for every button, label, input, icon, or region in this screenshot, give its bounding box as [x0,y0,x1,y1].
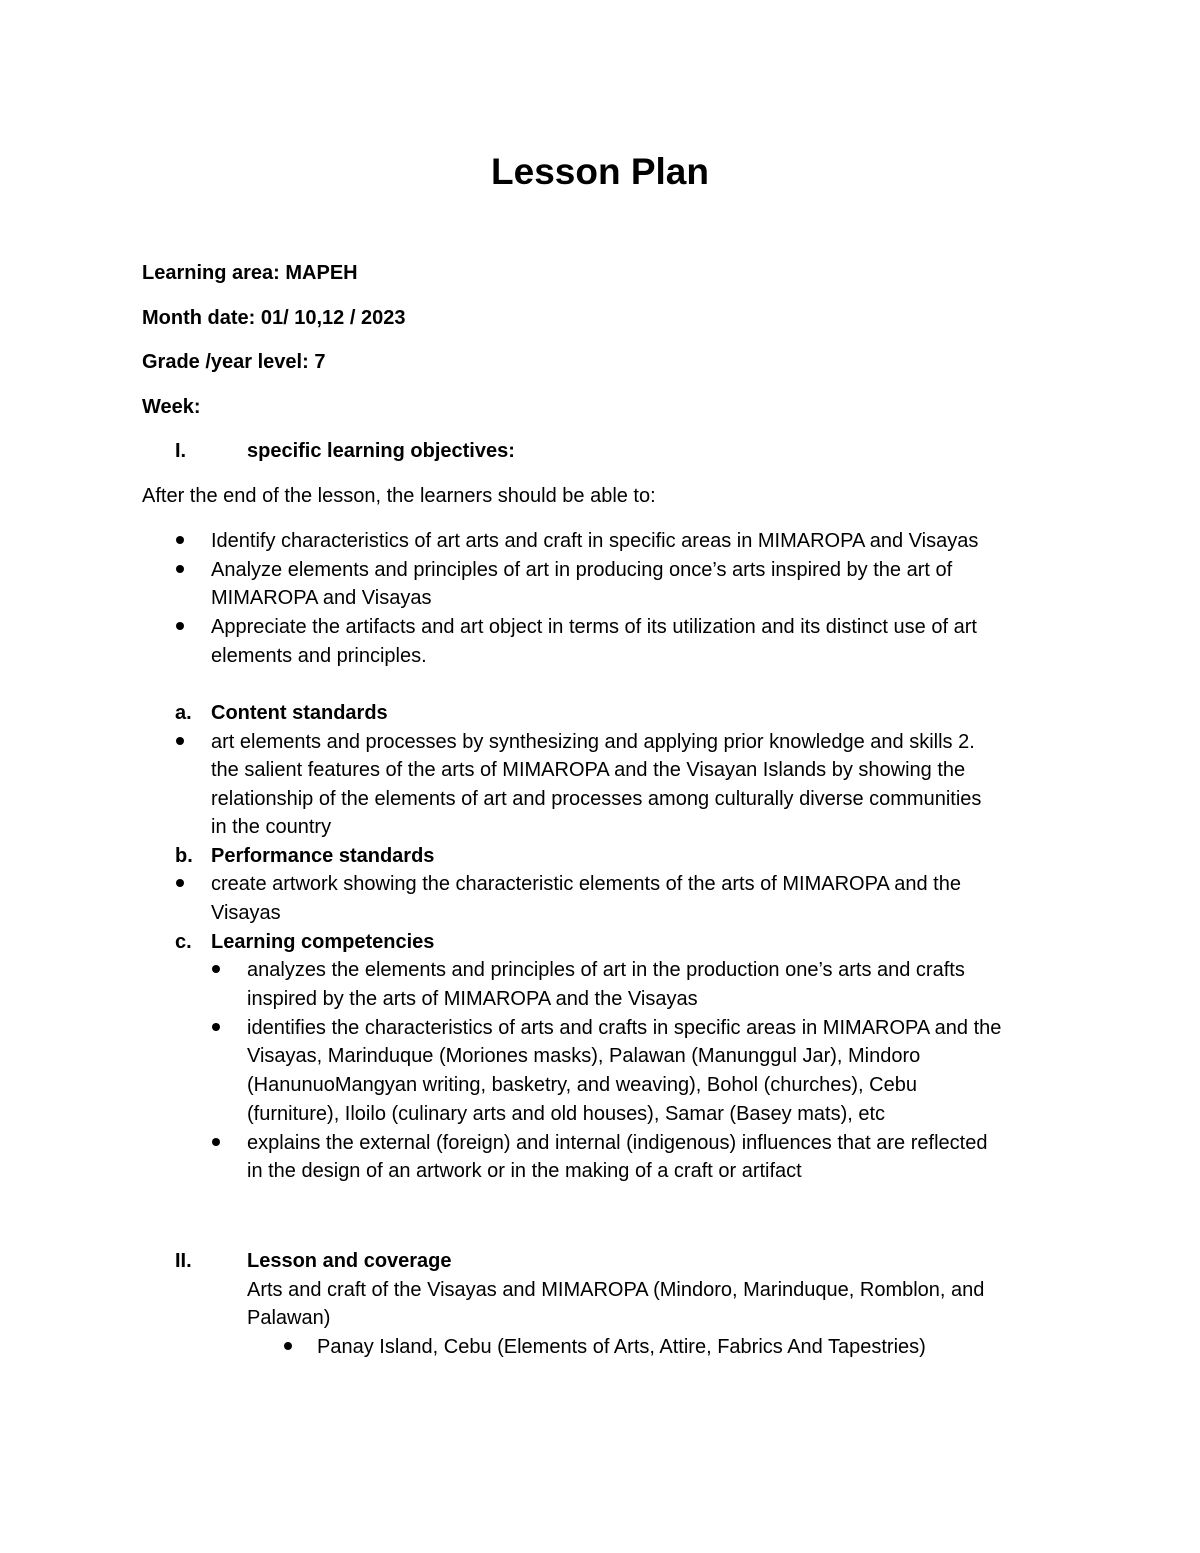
learning-area: Learning area: MAPEH [142,262,358,284]
learning-competencies-marker: c. [175,931,192,953]
objective-2: Analyze elements and principles of art in producing once’s arts inspired by the art of [211,559,953,581]
bullet-icon [284,1342,292,1350]
section-1-numeral: I. [175,440,187,462]
competency-2-cont-2: (HanunuoMangyan writing, basketry, and weaving), Bohol (churches), Cebu [247,1074,917,1096]
performance-standards-marker: b. [175,845,193,867]
bullet-icon [176,622,184,630]
competency-1: analyzes the elements and principles of art in the production one’s arts and crafts [247,959,965,981]
bullet-icon [176,536,184,544]
content-standard-line-2: the salient features of the arts of MIMAROPA and the Visayan Islands by showing the [211,759,966,781]
objective-3-cont: elements and principles. [211,645,427,667]
content-standard-line-3: relationship of the elements of art and processes among culturally diverse communities [211,788,982,810]
bullet-icon [212,1138,220,1146]
competency-2-cont-1: Visayas, Marinduque (Moriones masks), Palawan (Manunggul Jar), Mindoro [247,1045,921,1067]
content-standard-line-1: art elements and processes by synthesizing and applying prior knowledge and skills 2. [211,731,975,753]
learning-competencies-heading: Learning competencies [211,931,435,953]
bullet-icon [176,737,184,745]
objectives-intro: After the end of the lesson, the learners should be able to: [142,485,656,507]
coverage-line-2: Palawan) [247,1307,331,1329]
bullet-icon [212,1023,220,1031]
content-standards-heading: Content standards [211,702,388,724]
objective-2-cont: MIMAROPA and Visayas [211,587,432,609]
objective-1: Identify characteristics of art arts and craft in specific areas in MIMAROPA and Visayas [211,530,979,552]
section-1-heading: specific learning objectives: [247,440,515,462]
performance-standards-heading: Performance standards [211,845,435,867]
performance-standard-line-1: create artwork showing the characteristic elements of the arts of MIMAROPA and the [211,873,961,895]
coverage-bullet-1: Panay Island, Cebu (Elements of Arts, Attire, Fabrics And Tapestries) [317,1336,926,1358]
competency-3-cont: in the design of an artwork or in the making of a craft or artifact [247,1160,802,1182]
grade-level: Grade /year level: 7 [142,351,326,373]
coverage-line-1: Arts and craft of the Visayas and MIMAROPA (Mindoro, Marinduque, Romblon, and [247,1279,985,1301]
week: Week: [142,396,201,418]
content-standards-marker: a. [175,702,192,724]
content-standard-line-4: in the country [211,816,332,838]
objective-3: Appreciate the artifacts and art object in terms of its utilization and its distinct use of art [211,616,977,638]
section-2-heading: Lesson and coverage [247,1250,452,1272]
page-title: Lesson Plan [491,151,709,192]
competency-3: explains the external (foreign) and internal (indigenous) influences that are reflected [247,1132,988,1154]
bullet-icon [212,965,220,973]
bullet-icon [176,565,184,573]
competency-1-cont: inspired by the arts of MIMAROPA and the Visayas [247,988,698,1010]
competency-2: identifies the characteristics of arts and crafts in specific areas in MIMAROPA and the [247,1017,1002,1039]
bullet-icon [176,879,184,887]
month-date: Month date: 01/ 10,12 / 2023 [142,307,406,329]
section-2-numeral: II. [175,1250,192,1272]
competency-2-cont-3: (furniture), Iloilo (culinary arts and old houses), Samar (Basey mats), etc [247,1103,886,1125]
performance-standard-line-2: Visayas [211,902,281,924]
